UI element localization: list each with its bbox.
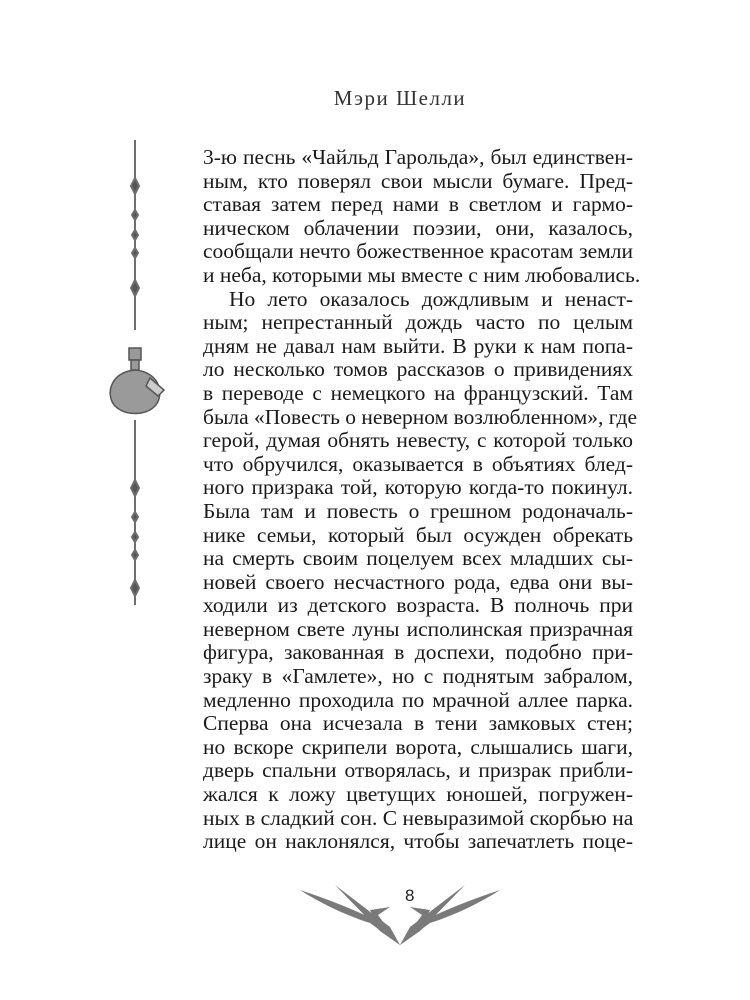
text-line: ло несколько томов рассказов о привидениях (203, 357, 633, 382)
text-line: на смерть своим поцелуем всех младших сы- (203, 546, 633, 571)
page-number: 8 (405, 886, 415, 905)
text-line: фигура, закованная в доспехи, подобно при- (203, 640, 633, 665)
text-line: ставая затем перед нами в светлом и гармо- (203, 192, 633, 217)
text-line: ным, кто поверял свои мысли бумаге. Пред- (203, 168, 633, 193)
text-line: новей своего несчастного рода, едва они вы- (203, 569, 633, 594)
text-line: ническом облачении поэзии, они, казалось, (203, 215, 633, 240)
text-line: ным; непрестанный дождь часто по целым (203, 310, 633, 335)
text-line: сообщали нечто божественное красотам земли (203, 239, 633, 264)
text-line: ного призрака той, которую когда-то покинул. (203, 475, 633, 500)
text-line: герой, думая обнять невесту, с которой только (203, 428, 633, 453)
text-line: жался к ложу цветущих юношей, погружен- (203, 782, 633, 807)
text-line: медленно проходила по мрачной аллее парка. (203, 687, 633, 712)
text-line: и неба, которыми мы вместе с ним любовались. (203, 262, 641, 287)
text-line: что обручился, оказывается в объятиях блед- (203, 451, 633, 476)
text-line: ных в сладкий сон. С невыразимой скорбью на (203, 805, 634, 830)
text-line: нике семьи, который был осужден обрекать (203, 522, 633, 547)
text-line: дням не давал нам выйти. В руки к нам попа- (203, 333, 633, 358)
text-line: Сперва она исчезала в тени замковых стен; (203, 711, 633, 736)
text-line: Но лето оказалось дождливым и ненаст- (229, 286, 633, 311)
text-line: Была там и повесть о грешном родоначаль- (203, 498, 633, 523)
text-line: ходили из детского возраста. В полночь при (203, 593, 633, 618)
running-title: Мэри Шелли (333, 86, 467, 110)
text-line: но вскоре скрипели ворота, слышались шаги, (203, 734, 633, 759)
side-ornament-icon (100, 140, 170, 610)
footer-ornament-icon (300, 885, 500, 950)
text-line: неверном свете луны исполинская призрачная (203, 616, 633, 641)
text-line: дверь спальни отворялась, и призрак прибли- (203, 758, 633, 783)
text-line: зраку в «Гамлете», но с поднятым забралом, (203, 664, 633, 689)
text-line: лице он наклонялся, чтобы запечатлеть поце- (203, 829, 633, 854)
text-line: в переводе с немецкого на французский. Там (203, 380, 633, 405)
body-text (203, 145, 641, 854)
text-line: 3-ю песнь «Чайльд Гарольда», был единствен- (203, 145, 633, 169)
text-line: была «Повесть о неверном возлюбленном», где (203, 404, 637, 429)
